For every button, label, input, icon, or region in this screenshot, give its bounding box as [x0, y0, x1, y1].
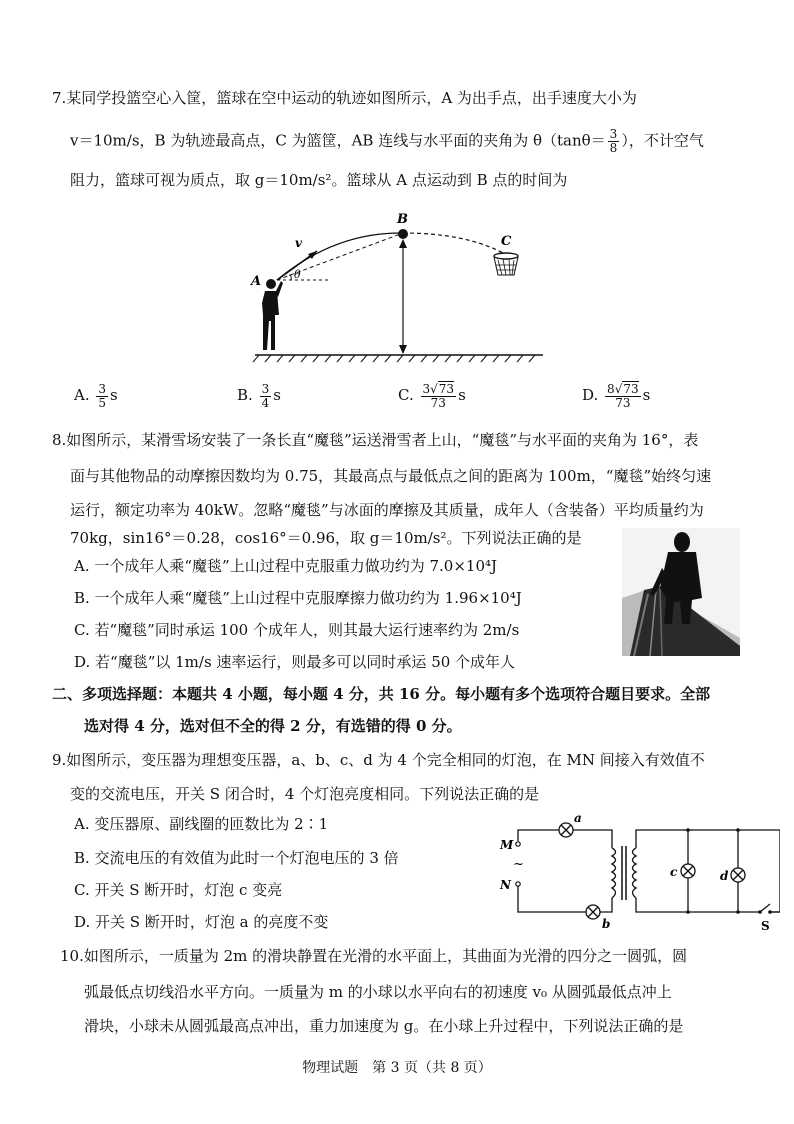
label-theta: θ — [294, 268, 301, 281]
switch-s — [760, 904, 770, 912]
section2-heading-line2: 选对得 4 分，选对但不全的得 2 分，有选错的得 0 分。 — [84, 717, 462, 735]
theta-arc — [289, 275, 291, 280]
label-c: c — [670, 865, 678, 879]
basket-hoop — [494, 253, 518, 275]
q7-b-den: 4 — [261, 395, 270, 410]
q7-option-a[interactable] — [74, 378, 118, 412]
q8-line1: 8.如图所示，某滑雪场安装了一条长直“魔毯”运送滑雪者上山，“魔毯”与水平面的夹角为 16°，表 — [52, 431, 699, 449]
label-n: N — [500, 878, 511, 892]
q7-option-a-unit: s — [110, 386, 118, 404]
label-d: d — [720, 869, 729, 883]
ac-source-tilde: ~ — [513, 857, 524, 872]
q9-option-d[interactable]: D. 开关 S 断开时，灯泡 a 的亮度不变 — [74, 913, 329, 931]
q7-tan-fraction — [608, 128, 620, 155]
q7-a-den: 5 — [98, 395, 107, 410]
lamp-a — [559, 823, 573, 837]
q7-option-c-fraction — [421, 383, 457, 410]
q9-line2: 变的交流电压，开关 S 闭合时，4 个灯泡亮度相同。下列说法正确的是 — [70, 785, 540, 803]
q8-option-a[interactable]: A. 一个成年人乘“魔毯”上山过程中克服重力做功约为 7.0×10⁴J — [74, 557, 498, 575]
q7-option-d-label: D. — [582, 386, 599, 404]
lamp-b — [586, 905, 600, 919]
q9-circuit-diagram — [470, 808, 780, 933]
label-c: C — [501, 234, 512, 249]
q7-option-b[interactable] — [237, 378, 281, 412]
q7-option-d[interactable] — [582, 378, 650, 412]
q9-option-b[interactable]: B. 交流电压的有效值为此时一个灯泡电压的 3 倍 — [74, 849, 399, 867]
q9-option-a[interactable]: A. 变压器原、副线圈的匝数比为 2∶1 — [74, 815, 329, 833]
label-b: B — [397, 212, 408, 227]
q7-line3: 阻力，篮球可视为质点，取 g＝10m/s²。篮球从 A 点运动到 B 点的时间为 — [70, 171, 568, 189]
q7-tan-num: 3 — [609, 127, 618, 141]
label-b: b — [602, 917, 611, 931]
label-a: A — [251, 274, 262, 289]
q7-option-d-fraction — [605, 383, 641, 410]
q7-a-num: 3 — [98, 381, 107, 396]
q7-d-num-coef: 8 — [607, 381, 615, 396]
page-footer: 物理试题 第 3 页（共 8 页） — [302, 1060, 492, 1076]
q8-line3: 运行，额定功率为 40kW。忽略“魔毯”与冰面的摩擦及其质量，成年人（含装备）平均质量约为 — [70, 501, 704, 519]
q7-line1: 7.某同学投篮空心入筐，篮球在空中运动的轨迹如图所示，A 为出手点，出手速度大小为 — [52, 89, 637, 107]
player-silhouette — [262, 279, 283, 350]
q7-b-num: 3 — [261, 381, 270, 396]
label-v: v — [295, 236, 302, 250]
q7-option-d-unit: s — [642, 386, 651, 404]
q7-option-b-label: B. — [237, 386, 253, 404]
q7-option-c[interactable] — [398, 378, 466, 412]
q7-option-b-fraction — [260, 383, 272, 410]
lamp-c — [681, 864, 695, 878]
label-m: M — [500, 838, 514, 852]
section2-heading-line1: 二、多项选择题：本题共 4 小题，每小题 4 分，共 16 分。每小题有多个选项符合题目要求。全部 — [52, 685, 711, 703]
q7-c-den: 73 — [430, 395, 446, 410]
q7-c-num-coef: 3 — [422, 381, 431, 396]
q7-line2 — [70, 128, 704, 155]
q7-option-a-label: A. — [74, 386, 90, 404]
q8-option-d[interactable]: D. 若“魔毯”以 1m/s 速率运行，则最多可以同时承运 50 个成年人 — [74, 653, 516, 671]
label-s: S — [761, 919, 770, 933]
q7-d-num-radicand: 73 — [623, 381, 639, 396]
label-a: a — [574, 811, 582, 825]
lamp-d — [731, 868, 745, 882]
q10-line2: 弧最低点切线沿水平方向。一质量为 m 的小球以水平向右的初速度 v₀ 从圆弧最低点冲上 — [84, 983, 672, 1001]
q8-line4: 70kg，sin16°＝0.28，cos16°＝0.96，取 g＝10m/s²。下列说法正确的是 — [70, 529, 582, 547]
q7-tan-den: 8 — [609, 141, 618, 155]
q8-line2: 面与其他物品的动摩擦因数均为 0.75，其最高点与最低点之间的距离为 100m，“魔毯”始终匀速 — [70, 467, 712, 485]
q7-c-num: 3√73 — [422, 381, 455, 396]
q7-option-c-label: C. — [398, 386, 414, 404]
q8-option-c[interactable]: C. 若“魔毯”同时承运 100 个成年人，则其最大运行速率约为 2m/s — [74, 621, 520, 639]
trajectory-falling — [403, 233, 503, 253]
q9-line1: 9.如图所示，变压器为理想变压器，a、b、c、d 为 4 个完全相同的灯泡，在 MN 间接入有效值不 — [52, 751, 705, 769]
q10-line1: 10.如图所示，一质量为 2m 的滑块静置在光滑的水平面上，其曲面为光滑的四分之一圆弧，圆 — [60, 947, 688, 965]
q8-option-b[interactable]: B. 一个成年人乘“魔毯”上山过程中克服摩擦力做功约为 1.96×10⁴J — [74, 589, 522, 607]
q7-option-a-fraction — [96, 383, 108, 410]
q7-line2-part-b: ），不计空气 — [621, 131, 704, 150]
q7-c-num-radicand: 73 — [438, 381, 455, 396]
q7-d-den: 73 — [615, 395, 631, 410]
ball-at-b — [398, 229, 408, 239]
q9-option-c[interactable]: C. 开关 S 断开时，灯泡 c 变亮 — [74, 881, 283, 899]
q7-d-num: 8√73 — [607, 381, 639, 396]
q7-option-c-unit: s — [458, 386, 466, 404]
q8-magic-carpet-photo — [622, 528, 740, 656]
q7-basketball-figure — [245, 205, 555, 365]
q7-option-b-unit: s — [273, 386, 281, 404]
q7-line2-part-a: v＝10m/s，B 为轨迹最高点，C 为篮筐，AB 连线与水平面的夹角为 θ（tanθ＝ — [70, 131, 606, 150]
q10-line3: 滑块，小球未从圆弧最高点冲出，重力加速度为 g。在小球上升过程中，下列说法正确的是 — [84, 1017, 684, 1035]
